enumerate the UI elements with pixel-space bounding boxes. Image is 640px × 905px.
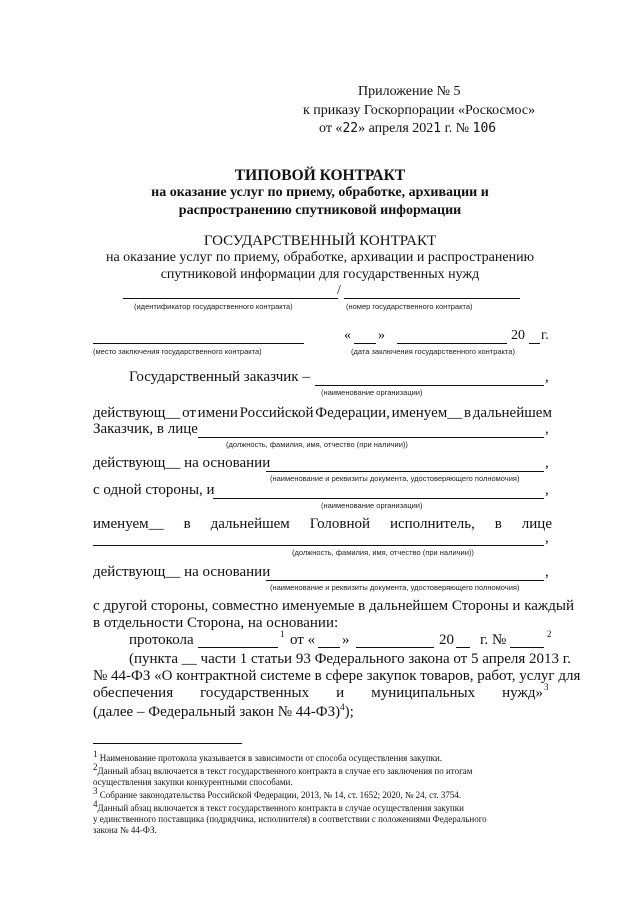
date-year: 20 [511,328,525,343]
basis-2-caption: (наименование и реквизиты документа, удостоверяющего полномочия) [270,583,520,592]
contract-id-caption: (идентификатор государственного контракта) [134,302,293,311]
date-caption: (дата заключения государственного контракта) [351,347,515,356]
date-day-line [354,343,376,344]
footnote-separator [93,743,242,744]
lead-person-caption: (должность, фамилия, имя, отчество (при наличии)) [292,548,474,557]
acting-line: действующ__ от имени Российской Федерации, именуем__ в дальнейшем [93,405,552,421]
date-open: « [344,328,351,343]
date-month-line [397,343,507,344]
contract-number-caption: (номер государственного контракта) [346,302,473,311]
customer-person-line [198,437,544,438]
annex-line-3: от «22» апреля 2021 г. № 106 [319,121,497,136]
law-line-4: (далее – Федеральный закон № 44-ФЗ)$^4$); [93,702,354,720]
party-1-caption: (наименование организации) [321,501,423,510]
footnote-1: $^1$ Наименование протокола указывается в зависимости от способа осуществления закупки. [93,749,443,763]
law-line-3: обеспечения государственных и муниципальных нужд» [93,685,543,701]
place-caption: (место заключения государственного контракта) [93,347,262,356]
party-2-line-1: с другой стороны, совместно именуемые в дальнейшем Стороны и каждый [93,598,575,614]
annex-line-2: к приказу Госкорпорации «Роскосмос» [303,103,536,118]
basis-1-label: действующ__ на основании [93,455,271,471]
footnote-4: $^4$Данный абзац включается в текст государственного контракта в случае осуществления закупки у единственного поставщика (подрядчика, исполнителя) в соответствии с положениями Федерального закона № 44-ФЗ. [93,799,487,835]
basis-2-label: действующ__ на основании [93,564,271,580]
contract-id-line [123,298,338,299]
party-2-line-2: в отдельности Сторона, на основании: [93,615,339,631]
protocol-year-line [456,647,470,648]
customer-caption: (наименование организации) [321,388,423,397]
lead-line: именуем__ в дальнейшем Головной исполнитель, в лице [93,516,552,532]
customer-label: Государственный заказчик – [129,369,310,385]
footnote-3: $^3$ Собрание законодательства Российской Федерации, 2013, № 14, ст. 1652; 2020, № 24, ст. 3754. [93,786,462,800]
date-g: г. [541,328,549,343]
typical-subtitle-2: распространению спутниковой информации [178,203,462,218]
state-title: ГОСУДАРСТВЕННЫЙ КОНТРАКТ [203,233,437,249]
party-1-line [213,498,544,499]
typical-title: ТИПОВОЙ КОНТРАКТ [234,167,406,184]
state-subtitle-1: на оказание услуг по приему, обработке, архивации и распространению [105,250,535,265]
customer-person-caption: (должность, фамилия, имя, отчество (при наличии)) [226,440,408,449]
annex-year-digit: 1 [433,121,442,136]
lead-person-line [93,545,544,546]
basis-2-line [266,580,544,581]
basis-1-caption: (наименование и реквизиты документа, удостоверяющего полномочия) [270,474,520,483]
state-subtitle-2: спутниковой информации для государственных нужд [160,267,480,282]
basis-1-line [266,471,544,472]
protocol-name-line [198,647,278,648]
annex-day: 22 [342,121,359,136]
date-year-line [529,343,540,344]
protocol-label: протокола [129,632,194,648]
party-1-label: с одной стороны, и [93,482,215,498]
date-close: » [378,328,385,343]
contract-number-line [344,298,520,299]
customer-line [315,385,544,386]
contract-slash: / [337,283,341,298]
law-line-2: № 44-ФЗ «О контрактной системе в сфере закупок товаров, работ, услуг для [93,668,581,684]
protocol-number-line [510,647,544,648]
footnote-2: $^2$Данный абзац включается в текст государственного контракта в случае его заключения по итогам осуществления закупки конкурентными способами. [93,762,473,787]
annex-number: 106 [472,121,497,136]
typical-subtitle-1: на оказание услуг по приему, обработке, архивации и [151,185,489,200]
protocol-month-line [356,647,434,648]
annex-line-1: Приложение № 5 [358,84,461,99]
place-line [93,343,304,344]
protocol-day-line [318,647,340,648]
customer-person-label: Заказчик, в лице [93,421,198,437]
law-line-1: (пункта __ части 1 статьи 93 Федерального закона от 5 апреля 2013 г. [129,651,571,667]
